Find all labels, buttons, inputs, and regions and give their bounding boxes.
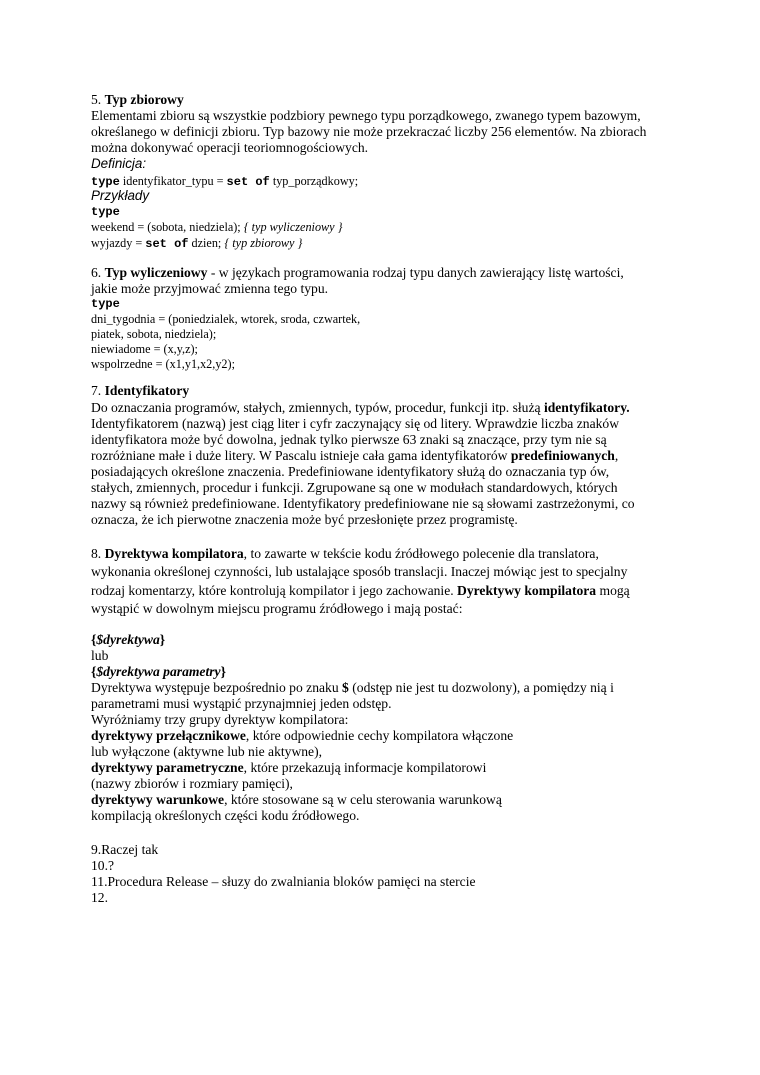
code-keyword-type: type xyxy=(91,205,120,219)
section-8-para-line: lub wyłączone (aktywne lub nie aktywne), xyxy=(91,744,323,759)
answer-10: 10.? xyxy=(91,858,115,873)
section-8-heading: 8. Dyrektywa kompilatora, to zawarte w tekście kodu źródłowego polecenie dla translatora, xyxy=(91,546,599,561)
examples-label: Przykłady xyxy=(91,188,150,203)
section-6-para-line: jakie może przyjmować zmienna tego typu. xyxy=(91,281,329,296)
code-line: dni_tygodnia = (poniedzialek, wtorek, sroda, czwartek, xyxy=(91,312,361,326)
section-7-para-line: Do oznaczania programów, stałych, zmiennych, typów, procedur, funkcji itp. służą identyfikatory. xyxy=(91,400,630,415)
answer-12: 12. xyxy=(91,890,108,905)
answer-11: 11.Procedura Release – słuzy do zwalniania bloków pamięci na stercie xyxy=(91,874,476,889)
section-5-heading: 5. Typ zbiorowy xyxy=(91,92,184,107)
definition-label: Definicja: xyxy=(91,156,147,171)
section-8-para-line: rodzaj komentarzy, które kontrolują kompilator i jego zachowanie. Dyrektywy kompilatora mogą xyxy=(91,583,630,598)
code-line: wspolrzedne = (x1,y1,x2,y2); xyxy=(91,357,235,371)
code-line: piatek, sobota, niedziela); xyxy=(91,327,217,341)
section-8-para-line: wykonania określonej czynności, lub ustalające sposób translacji. Inaczej mówiąc jest to specjalny xyxy=(91,564,628,579)
example-code-line: weekend = (sobota, niedziela); { typ wyliczeniowy } xyxy=(91,220,343,234)
section-8-para-line: (nazwy zbiorów i rozmiary pamięci), xyxy=(91,776,293,791)
example-code-line: wyjazdy = set of dzien; { typ zbiorowy } xyxy=(91,236,303,251)
section-7-para-line: Identyfikatorem (nazwą) jest ciąg liter i cyfr zaczynający się od litery. Wprawdzie liczba znaków xyxy=(91,416,620,431)
section-7-para-line: nazwy są również predefiniowane. Identyfikatory predefiniowane nie są słowami zastrzeżonymi, co xyxy=(91,496,635,511)
directive-form-2: {$dyrektywa parametry} xyxy=(91,664,226,679)
section-8-para-line: parametrami musi wystąpić przynajmniej jeden odstęp. xyxy=(91,696,392,711)
section-5-para-line: określanego w definicji zbioru. Typ bazowy nie może przekraczać liczby 256 elementów. Na zbiorach xyxy=(91,124,647,139)
directive-group-parametric: dyrektywy parametryczne, które przekazują informacje kompilatorowi xyxy=(91,760,487,775)
section-5-para-line: można dokonywać operacji teoriomnogościowych. xyxy=(91,140,369,155)
section-5-para-line: Elementami zbioru są wszystkie podzbiory pewnego typu porządkowego, zwanego typem bazowym, xyxy=(91,108,641,123)
section-7-para-line: oznacza, że ich pierwotne znaczenia może być przesłonięte przez programistę. xyxy=(91,512,518,527)
directive-or: lub xyxy=(91,648,109,663)
section-7-para-line: identyfikatora może być dowolna, jednak tylko pierwsze 63 znaki są znaczące, przy tym nie są xyxy=(91,432,607,447)
directive-group-switch: dyrektywy przełącznikowe, które odpowiednie cechy kompilatora włączone xyxy=(91,728,514,743)
definition-code: type identyfikator_typu = set of typ_porządkowy; xyxy=(91,174,359,189)
section-7-heading: 7. Identyfikatory xyxy=(91,383,190,398)
section-8-para-line: Dyrektywa występuje bezpośrednio po znaku $ (odstęp nie jest tu dozwolony), a pomiędzy nią i xyxy=(91,680,614,695)
section-8-para-line: wystąpić w dowolnym miejscu programu źródłowego i mają postać: xyxy=(91,601,463,616)
code-keyword-type: type xyxy=(91,297,120,311)
section-7-para-line: posiadających określone znaczenia. Predefiniowane identyfikatory służą do oznaczania typ ów, xyxy=(91,464,610,479)
section-7-para-line: stałych, zmiennych, procedur i funkcji. Zgrupowane są one w modułach standardowych, których xyxy=(91,480,618,495)
directive-form-1: {$dyrektywa} xyxy=(91,632,166,647)
directive-group-conditional: dyrektywy warunkowe, które stosowane są w celu sterowania warunkową xyxy=(91,792,502,807)
section-7-para-line: rozróżniane małe i duże litery. W Pascalu istnieje cała gama identyfikatorów predefiniowanych, xyxy=(91,448,619,463)
section-8-para-line: Wyróżniamy trzy grupy dyrektyw kompilatora: xyxy=(91,712,349,727)
code-line: niewiadome = (x,y,z); xyxy=(91,342,198,356)
answer-9: 9.Raczej tak xyxy=(91,842,159,857)
section-8-para-line: kompilacją określonych części kodu źródłowego. xyxy=(91,808,360,823)
section-6-heading: 6. Typ wyliczeniowy - w językach programowania rodzaj typu danych zawierający listę wartości, xyxy=(91,265,624,280)
